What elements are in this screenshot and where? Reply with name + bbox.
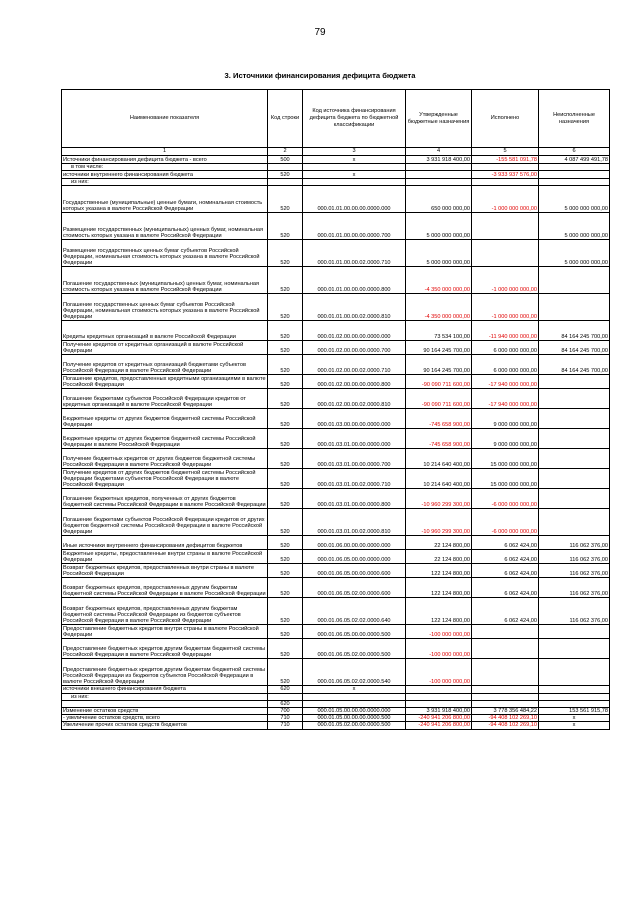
row-executed: -94 408 102 269,10 bbox=[472, 715, 539, 722]
header-unexecuted: Неисполненные назначения bbox=[539, 90, 610, 148]
row-approved: 5 000 000 000,00 bbox=[406, 240, 472, 267]
row-line-code: 520 bbox=[268, 294, 303, 321]
table-row bbox=[62, 171, 610, 179]
table-row bbox=[62, 625, 610, 639]
row-source-code: 000.01.06.05.02.00.0000.600 bbox=[303, 578, 406, 598]
row-name: Погашение бюджетами субъектов Российской Федерации кредитов от других бюджетов бюджетной системы Российской Федерации в валюте Российской Федерации bbox=[62, 509, 268, 536]
row-name: Получение кредитов от других бюджетов бюджетной системы Российской Федерации бюджетами субъектов Российской Федерации в валюте Российской Федерации bbox=[62, 469, 268, 489]
table-row bbox=[62, 355, 610, 375]
row-approved: -90 090 711 600,00 bbox=[406, 389, 472, 409]
row-name: источники внутреннего финансирования бюджета bbox=[62, 171, 268, 179]
row-executed bbox=[472, 164, 539, 171]
column-number-row bbox=[62, 148, 610, 156]
row-name: Возврат бюджетных кредитов, предоставленных другим бюджетам бюджетной системы Российской Федерации из бюджетов субъектов Российской Федерации в валюте Российской Федерации bbox=[62, 598, 268, 625]
row-name: Возврат бюджетных кредитов, предоставленных внутри страны в валюте Российской Федерации bbox=[62, 564, 268, 578]
row-unexecuted: 84 164 245 700,00 bbox=[539, 341, 610, 355]
table-row bbox=[62, 164, 610, 171]
row-unexecuted bbox=[539, 267, 610, 294]
row-approved: 90 164 245 700,00 bbox=[406, 341, 472, 355]
column-number: 1 bbox=[62, 148, 268, 156]
row-source-code bbox=[303, 693, 406, 700]
row-line-code: 520 bbox=[268, 509, 303, 536]
row-executed: 6 000 000 000,00 bbox=[472, 355, 539, 375]
row-line-code: 520 bbox=[268, 550, 303, 564]
row-line-code: 520 bbox=[268, 171, 303, 179]
row-source-code: 000.01.02.00.00.00.0000.000 bbox=[303, 321, 406, 341]
row-executed: -1 000 000 000,00 bbox=[472, 267, 539, 294]
table-row bbox=[62, 469, 610, 489]
row-unexecuted bbox=[539, 409, 610, 429]
row-unexecuted: x bbox=[539, 715, 610, 722]
row-unexecuted: 84 164 245 700,00 bbox=[539, 355, 610, 375]
row-source-code: 000.01.06.05.02.02.0000.640 bbox=[303, 598, 406, 625]
table-row bbox=[62, 708, 610, 715]
row-name: Погашение кредитов, предоставленных кредитными организациями в валюте Российской Федерации bbox=[63, 376, 266, 389]
row-line-code: 520 bbox=[268, 355, 303, 375]
row-source-code bbox=[303, 179, 406, 186]
row-approved: 10 214 640 400,00 bbox=[406, 469, 472, 489]
row-executed: 6 062 424,00 bbox=[472, 578, 539, 598]
row-name: Предоставление бюджетных кредитов другим бюджетам бюджетной системы Российской Федерации в валюте Российской Федерации bbox=[62, 639, 268, 659]
row-name: Размещение государственных ценных бумаг субъектов Российской Федерации, номинальная стоимость которых указана в валюте Российской Федерации bbox=[62, 240, 268, 267]
row-source-code: 000.01.02.00.00.02.0000.810 bbox=[303, 389, 406, 409]
row-source-code: 000.01.06.05.00.00.0000.000 bbox=[303, 550, 406, 564]
row-source-code: 000.01.03.01.00.00.0000.000 bbox=[303, 429, 406, 449]
row-source-code bbox=[303, 164, 406, 171]
row-executed: -155 581 091,78 bbox=[472, 156, 539, 164]
row-executed: 6 062 424,00 bbox=[472, 550, 539, 564]
row-name: Размещение государственных (муниципальных) ценных бумаг, номинальная стоимость которых указана в валюте Российской Федерации bbox=[62, 213, 268, 240]
row-approved: -90 090 711 600,00 bbox=[406, 375, 472, 389]
row-name: Бюджетные кредиты от других бюджетов бюджетной системы Российской Федерации в валюте Российской Федерации bbox=[62, 429, 268, 449]
row-source-code: 000.01.02.00.00.00.0000.800 bbox=[303, 375, 406, 389]
row-source-code: x bbox=[303, 171, 406, 179]
column-number: 4 bbox=[406, 148, 472, 156]
table-row bbox=[62, 715, 610, 722]
row-line-code: 520 bbox=[268, 449, 303, 469]
row-approved bbox=[406, 700, 472, 707]
row-executed: 9 000 000 000,00 bbox=[472, 409, 539, 429]
row-unexecuted bbox=[539, 693, 610, 700]
row-approved: 122 124 800,00 bbox=[406, 578, 472, 598]
row-executed bbox=[472, 686, 539, 693]
row-source-code: 000.01.01.00.00.00.0000.700 bbox=[303, 213, 406, 240]
row-line-code: 520 bbox=[268, 409, 303, 429]
row-unexecuted bbox=[539, 294, 610, 321]
row-approved bbox=[406, 179, 472, 186]
row-source-code: 000.01.03.01.00.00.0000.700 bbox=[303, 449, 406, 469]
row-approved: 22 124 800,00 bbox=[406, 550, 472, 564]
table-row bbox=[62, 186, 610, 213]
table-row bbox=[62, 389, 610, 409]
row-name: Кредиты кредитных организаций в валюте Российской Федерации bbox=[62, 321, 268, 341]
row-line-code: 520 bbox=[268, 489, 303, 509]
row-line-code: 520 bbox=[268, 429, 303, 449]
row-name: в том числе: bbox=[62, 164, 268, 171]
section-title: 3. Источники финансирования дефицита бюджета bbox=[224, 71, 416, 80]
row-executed bbox=[472, 240, 539, 267]
table-row bbox=[62, 294, 610, 321]
header-name: Наименование показателя bbox=[62, 90, 268, 148]
row-name: Возврат бюджетных кредитов, предоставленных другим бюджетам бюджетной системы Российской Федерации в валюте Российской Федерации bbox=[62, 578, 268, 598]
row-source-code: 000.01.03.00.00.00.0000.000 bbox=[303, 409, 406, 429]
row-approved: -100 000 000,00 bbox=[406, 639, 472, 659]
row-approved: -240 941 206 800,00 bbox=[406, 715, 472, 722]
row-approved bbox=[406, 164, 472, 171]
row-name: Государственные (муниципальные) ценные бумаги, номинальная стоимость которых указана в валюте Российской Федерации bbox=[62, 186, 268, 213]
row-line-code: 520 bbox=[268, 267, 303, 294]
row-line-code: 520 bbox=[268, 578, 303, 598]
row-approved: 650 000 000,00 bbox=[406, 186, 472, 213]
row-source-code: 000.01.03.01.00.02.0000.810 bbox=[303, 509, 406, 536]
table-row bbox=[62, 429, 610, 449]
table-row bbox=[62, 639, 610, 659]
row-executed bbox=[472, 693, 539, 700]
column-number: 6 bbox=[539, 148, 610, 156]
row-line-code: 520 bbox=[268, 598, 303, 625]
row-executed: 15 000 000 000,00 bbox=[472, 469, 539, 489]
row-source-code: 000.01.01.00.00.02.0000.710 bbox=[303, 240, 406, 267]
row-executed: 9 000 000 000,00 bbox=[472, 429, 539, 449]
row-line-code: 520 bbox=[268, 240, 303, 267]
row-source-code: x bbox=[303, 686, 406, 693]
row-approved bbox=[406, 171, 472, 179]
table-row bbox=[62, 267, 610, 294]
row-name: Погашение государственных (муниципальных) ценных бумаг, номинальная стоимость которых указана в валюте Российской Федерации bbox=[62, 267, 268, 294]
row-unexecuted: 116 062 376,00 bbox=[539, 536, 610, 550]
row-source-code: 000.01.06.00.00.00.0000.000 bbox=[303, 536, 406, 550]
row-name: Увеличение прочих остатков средств бюджетов bbox=[62, 722, 268, 729]
row-line-code bbox=[268, 164, 303, 171]
row-source-code: 000.01.03.01.00.02.0000.710 bbox=[303, 469, 406, 489]
column-number: 3 bbox=[303, 148, 406, 156]
row-executed: -1 000 000 000,00 bbox=[472, 186, 539, 213]
row-line-code: 520 bbox=[268, 625, 303, 639]
table-row bbox=[62, 156, 610, 164]
row-line-code: 620 bbox=[268, 700, 303, 707]
row-unexecuted bbox=[539, 171, 610, 179]
table-row bbox=[62, 550, 610, 564]
row-approved: 122 124 800,00 bbox=[406, 564, 472, 578]
row-line-code: 500 bbox=[268, 156, 303, 164]
table-row bbox=[62, 564, 610, 578]
row-unexecuted bbox=[539, 429, 610, 449]
table-row bbox=[62, 449, 610, 469]
row-unexecuted bbox=[539, 449, 610, 469]
row-source-code: 000.01.02.00.00.02.0000.710 bbox=[303, 355, 406, 375]
row-name: Бюджетные кредиты от других бюджетов бюджетной системы Российской Федерации bbox=[62, 409, 268, 429]
table-row bbox=[62, 659, 610, 686]
row-approved: 73 534 100,00 bbox=[406, 321, 472, 341]
row-name bbox=[62, 700, 268, 707]
row-executed: -17 940 000 000,00 bbox=[472, 389, 539, 409]
row-approved: -745 658 900,00 bbox=[406, 409, 472, 429]
table-row bbox=[62, 578, 610, 598]
row-executed bbox=[472, 213, 539, 240]
row-executed: -94 408 102 269,10 bbox=[472, 722, 539, 729]
row-unexecuted bbox=[539, 389, 610, 409]
row-line-code: 520 bbox=[268, 186, 303, 213]
row-executed: 6 000 000 000,00 bbox=[472, 341, 539, 355]
header-source-code: Код источника финансирования дефицита бюджета по бюджетной классификации bbox=[303, 90, 406, 148]
row-name: Предоставление бюджетных кредитов другим бюджетам бюджетной системы Российской Федерации из бюджетов субъектов Российской Федерации в валюте Российской Федерации bbox=[62, 659, 268, 686]
table-row bbox=[62, 722, 610, 729]
row-name: из них: bbox=[62, 179, 268, 186]
header-executed: Исполнено bbox=[472, 90, 539, 148]
row-executed: 6 062 424,00 bbox=[472, 536, 539, 550]
row-unexecuted: 153 561 915,78 bbox=[539, 708, 610, 715]
row-line-code: 520 bbox=[268, 564, 303, 578]
row-approved: 3 931 918 400,00 bbox=[406, 156, 472, 164]
row-approved: -4 350 000 000,00 bbox=[406, 267, 472, 294]
row-unexecuted bbox=[539, 686, 610, 693]
table-row bbox=[62, 213, 610, 240]
row-line-code: 710 bbox=[268, 715, 303, 722]
row-executed: -6 000 000 000,00 bbox=[472, 509, 539, 536]
table-row bbox=[62, 700, 610, 707]
row-source-code: 000.01.06.05.00.00.0000.600 bbox=[303, 564, 406, 578]
row-unexecuted: 4 087 499 491,78 bbox=[539, 156, 610, 164]
row-source-code: x bbox=[303, 156, 406, 164]
row-unexecuted bbox=[539, 659, 610, 686]
row-line-code: 520 bbox=[268, 341, 303, 355]
sources-table bbox=[61, 89, 610, 730]
row-approved bbox=[406, 686, 472, 693]
row-executed: 3 778 356 484,22 bbox=[472, 708, 539, 715]
table-row bbox=[62, 536, 610, 550]
table-row bbox=[62, 341, 610, 355]
row-unexecuted bbox=[539, 375, 610, 389]
row-executed: -6 000 000 000,00 bbox=[472, 489, 539, 509]
row-unexecuted: 116 062 376,00 bbox=[539, 564, 610, 578]
row-approved: 3 931 918 400,00 bbox=[406, 708, 472, 715]
row-unexecuted: 5 000 000 000,00 bbox=[539, 213, 610, 240]
row-source-code bbox=[303, 700, 406, 707]
row-approved: -10 960 299 300,00 bbox=[406, 489, 472, 509]
row-approved: 22 124 800,00 bbox=[406, 536, 472, 550]
row-executed bbox=[472, 659, 539, 686]
row-approved: 90 164 245 700,00 bbox=[406, 355, 472, 375]
row-unexecuted bbox=[539, 625, 610, 639]
row-source-code: 000.01.06.05.00.00.0000.500 bbox=[303, 625, 406, 639]
row-approved: -4 350 000 000,00 bbox=[406, 294, 472, 321]
row-executed: 6 062 424,00 bbox=[472, 598, 539, 625]
row-executed: 6 062 424,00 bbox=[472, 564, 539, 578]
row-source-code: 000.01.03.01.00.00.0000.800 bbox=[303, 489, 406, 509]
row-approved: -10 960 299 300,00 bbox=[406, 509, 472, 536]
row-line-code bbox=[268, 693, 303, 700]
row-name: Получение кредитов от кредитных организаций бюджетами субъектов Российской Федерации в валюте Российской Федерации bbox=[62, 355, 268, 375]
row-source-code: 000.01.01.00.00.00.0000.800 bbox=[303, 267, 406, 294]
row-line-code: 520 bbox=[268, 659, 303, 686]
row-unexecuted: 5 000 000 000,00 bbox=[539, 240, 610, 267]
row-unexecuted: 5 000 000 000,00 bbox=[539, 186, 610, 213]
row-name: Погашение бюджетных кредитов, полученных от других бюджетов бюджетной системы Российской Федерации в валюте Российской Федерации bbox=[62, 489, 268, 509]
row-name: из них: bbox=[62, 693, 268, 700]
row-executed: 15 000 000 000,00 bbox=[472, 449, 539, 469]
row-name: Погашение государственных ценных бумаг субъектов Российской Федерации, номинальная стоимость которых указана в валюте Российской Федерации bbox=[62, 294, 268, 321]
row-unexecuted bbox=[539, 469, 610, 489]
table-row bbox=[62, 489, 610, 509]
row-executed bbox=[472, 639, 539, 659]
row-unexecuted bbox=[539, 509, 610, 536]
row-line-code: 520 bbox=[268, 469, 303, 489]
row-unexecuted: 84 164 245 700,00 bbox=[539, 321, 610, 341]
header-approved: Утвержденные бюджетные назначения bbox=[406, 90, 472, 148]
row-source-code: 000.01.06.05.02.00.0000.500 bbox=[303, 639, 406, 659]
row-source-code: 000.01.05.00.00.00.0000.500 bbox=[303, 715, 406, 722]
row-unexecuted bbox=[539, 489, 610, 509]
row-unexecuted: 116 062 376,00 bbox=[539, 550, 610, 564]
row-source-code: 000.01.02.00.00.00.0000.700 bbox=[303, 341, 406, 355]
row-unexecuted bbox=[539, 639, 610, 659]
row-unexecuted bbox=[539, 179, 610, 186]
row-executed: -17 940 000 000,00 bbox=[472, 375, 539, 389]
row-name: Иные источники внутреннего финансирования дефицитов бюджетов bbox=[62, 536, 268, 550]
row-approved: -100 000 000,00 bbox=[406, 659, 472, 686]
row-name: Изменение остатков средств bbox=[62, 708, 268, 715]
row-line-code: 520 bbox=[268, 536, 303, 550]
row-approved: 5 000 000 000,00 bbox=[406, 213, 472, 240]
row-approved: -240 941 206 800,00 bbox=[406, 722, 472, 729]
row-executed: -3 933 937 576,00 bbox=[472, 171, 539, 179]
row-executed bbox=[472, 625, 539, 639]
row-executed: -1 000 000 000,00 bbox=[472, 294, 539, 321]
row-approved bbox=[406, 693, 472, 700]
row-unexecuted bbox=[539, 164, 610, 171]
header-row bbox=[62, 90, 610, 148]
column-number: 2 bbox=[268, 148, 303, 156]
row-name: Предоставление бюджетных кредитов внутри страны в валюте Российской Федерации bbox=[62, 625, 268, 639]
row-name: Получение бюджетных кредитов от других бюджетов бюджетной системы Российской Федерации в валюте Российской Федерации bbox=[62, 449, 268, 469]
row-name: - увеличение остатков средств, всего bbox=[62, 715, 268, 722]
table-row bbox=[62, 240, 610, 267]
row-unexecuted bbox=[539, 700, 610, 707]
row-name: источники внешнего финансирования бюджета bbox=[62, 686, 268, 693]
column-number: 5 bbox=[472, 148, 539, 156]
row-line-code: 520 bbox=[268, 639, 303, 659]
row-source-code: 000.01.01.00.00.00.0000.000 bbox=[303, 186, 406, 213]
row-source-code: 000.01.06.05.02.02.0000.540 bbox=[303, 659, 406, 686]
row-line-code: 520 bbox=[268, 213, 303, 240]
table-row bbox=[62, 509, 610, 536]
row-approved: 122 124 800,00 bbox=[406, 598, 472, 625]
table-row bbox=[62, 409, 610, 429]
table-row bbox=[62, 598, 610, 625]
row-unexecuted: 116 062 376,00 bbox=[539, 578, 610, 598]
row-source-code: 000.01.01.00.00.02.0000.810 bbox=[303, 294, 406, 321]
row-name: Погашение бюджетами субъектов Российской Федерации кредитов от кредитных организаций в валюте Российской Федерации bbox=[62, 389, 268, 409]
row-line-code: 710 bbox=[268, 722, 303, 729]
header-line-code: Код строки bbox=[268, 90, 303, 148]
row-line-code: 620 bbox=[268, 686, 303, 693]
row-source-code: 000.01.05.00.00.00.0000.000 bbox=[303, 708, 406, 715]
row-approved: -745 658 900,00 bbox=[406, 429, 472, 449]
row-line-code: 520 bbox=[268, 375, 303, 389]
table-row bbox=[62, 321, 610, 341]
row-approved: 10 214 640 400,00 bbox=[406, 449, 472, 469]
row-unexecuted: x bbox=[539, 722, 610, 729]
row-executed bbox=[472, 700, 539, 707]
row-unexecuted: 116 062 376,00 bbox=[539, 598, 610, 625]
row-approved: -100 000 000,00 bbox=[406, 625, 472, 639]
row-line-code: 520 bbox=[268, 321, 303, 341]
row-source-code: 000.01.05.02.00.00.0000.500 bbox=[303, 722, 406, 729]
row-name: Источники финансирования дефицита бюджета - всего bbox=[62, 156, 268, 164]
row-line-code: 520 bbox=[268, 389, 303, 409]
page-number: 79 bbox=[314, 27, 326, 38]
row-executed: -11 940 000 000,00 bbox=[472, 321, 539, 341]
row-name: Бюджетные кредиты, предоставленные внутри страны в валюте Российской Федерации bbox=[62, 550, 268, 564]
table-row bbox=[62, 693, 610, 700]
row-executed bbox=[472, 179, 539, 186]
table-row bbox=[62, 375, 610, 389]
table-row bbox=[62, 179, 610, 186]
row-line-code bbox=[268, 179, 303, 186]
row-line-code: 700 bbox=[268, 708, 303, 715]
table-row bbox=[62, 686, 610, 693]
row-name: Получение кредитов от кредитных организаций в валюте Российской Федерации bbox=[62, 341, 268, 355]
